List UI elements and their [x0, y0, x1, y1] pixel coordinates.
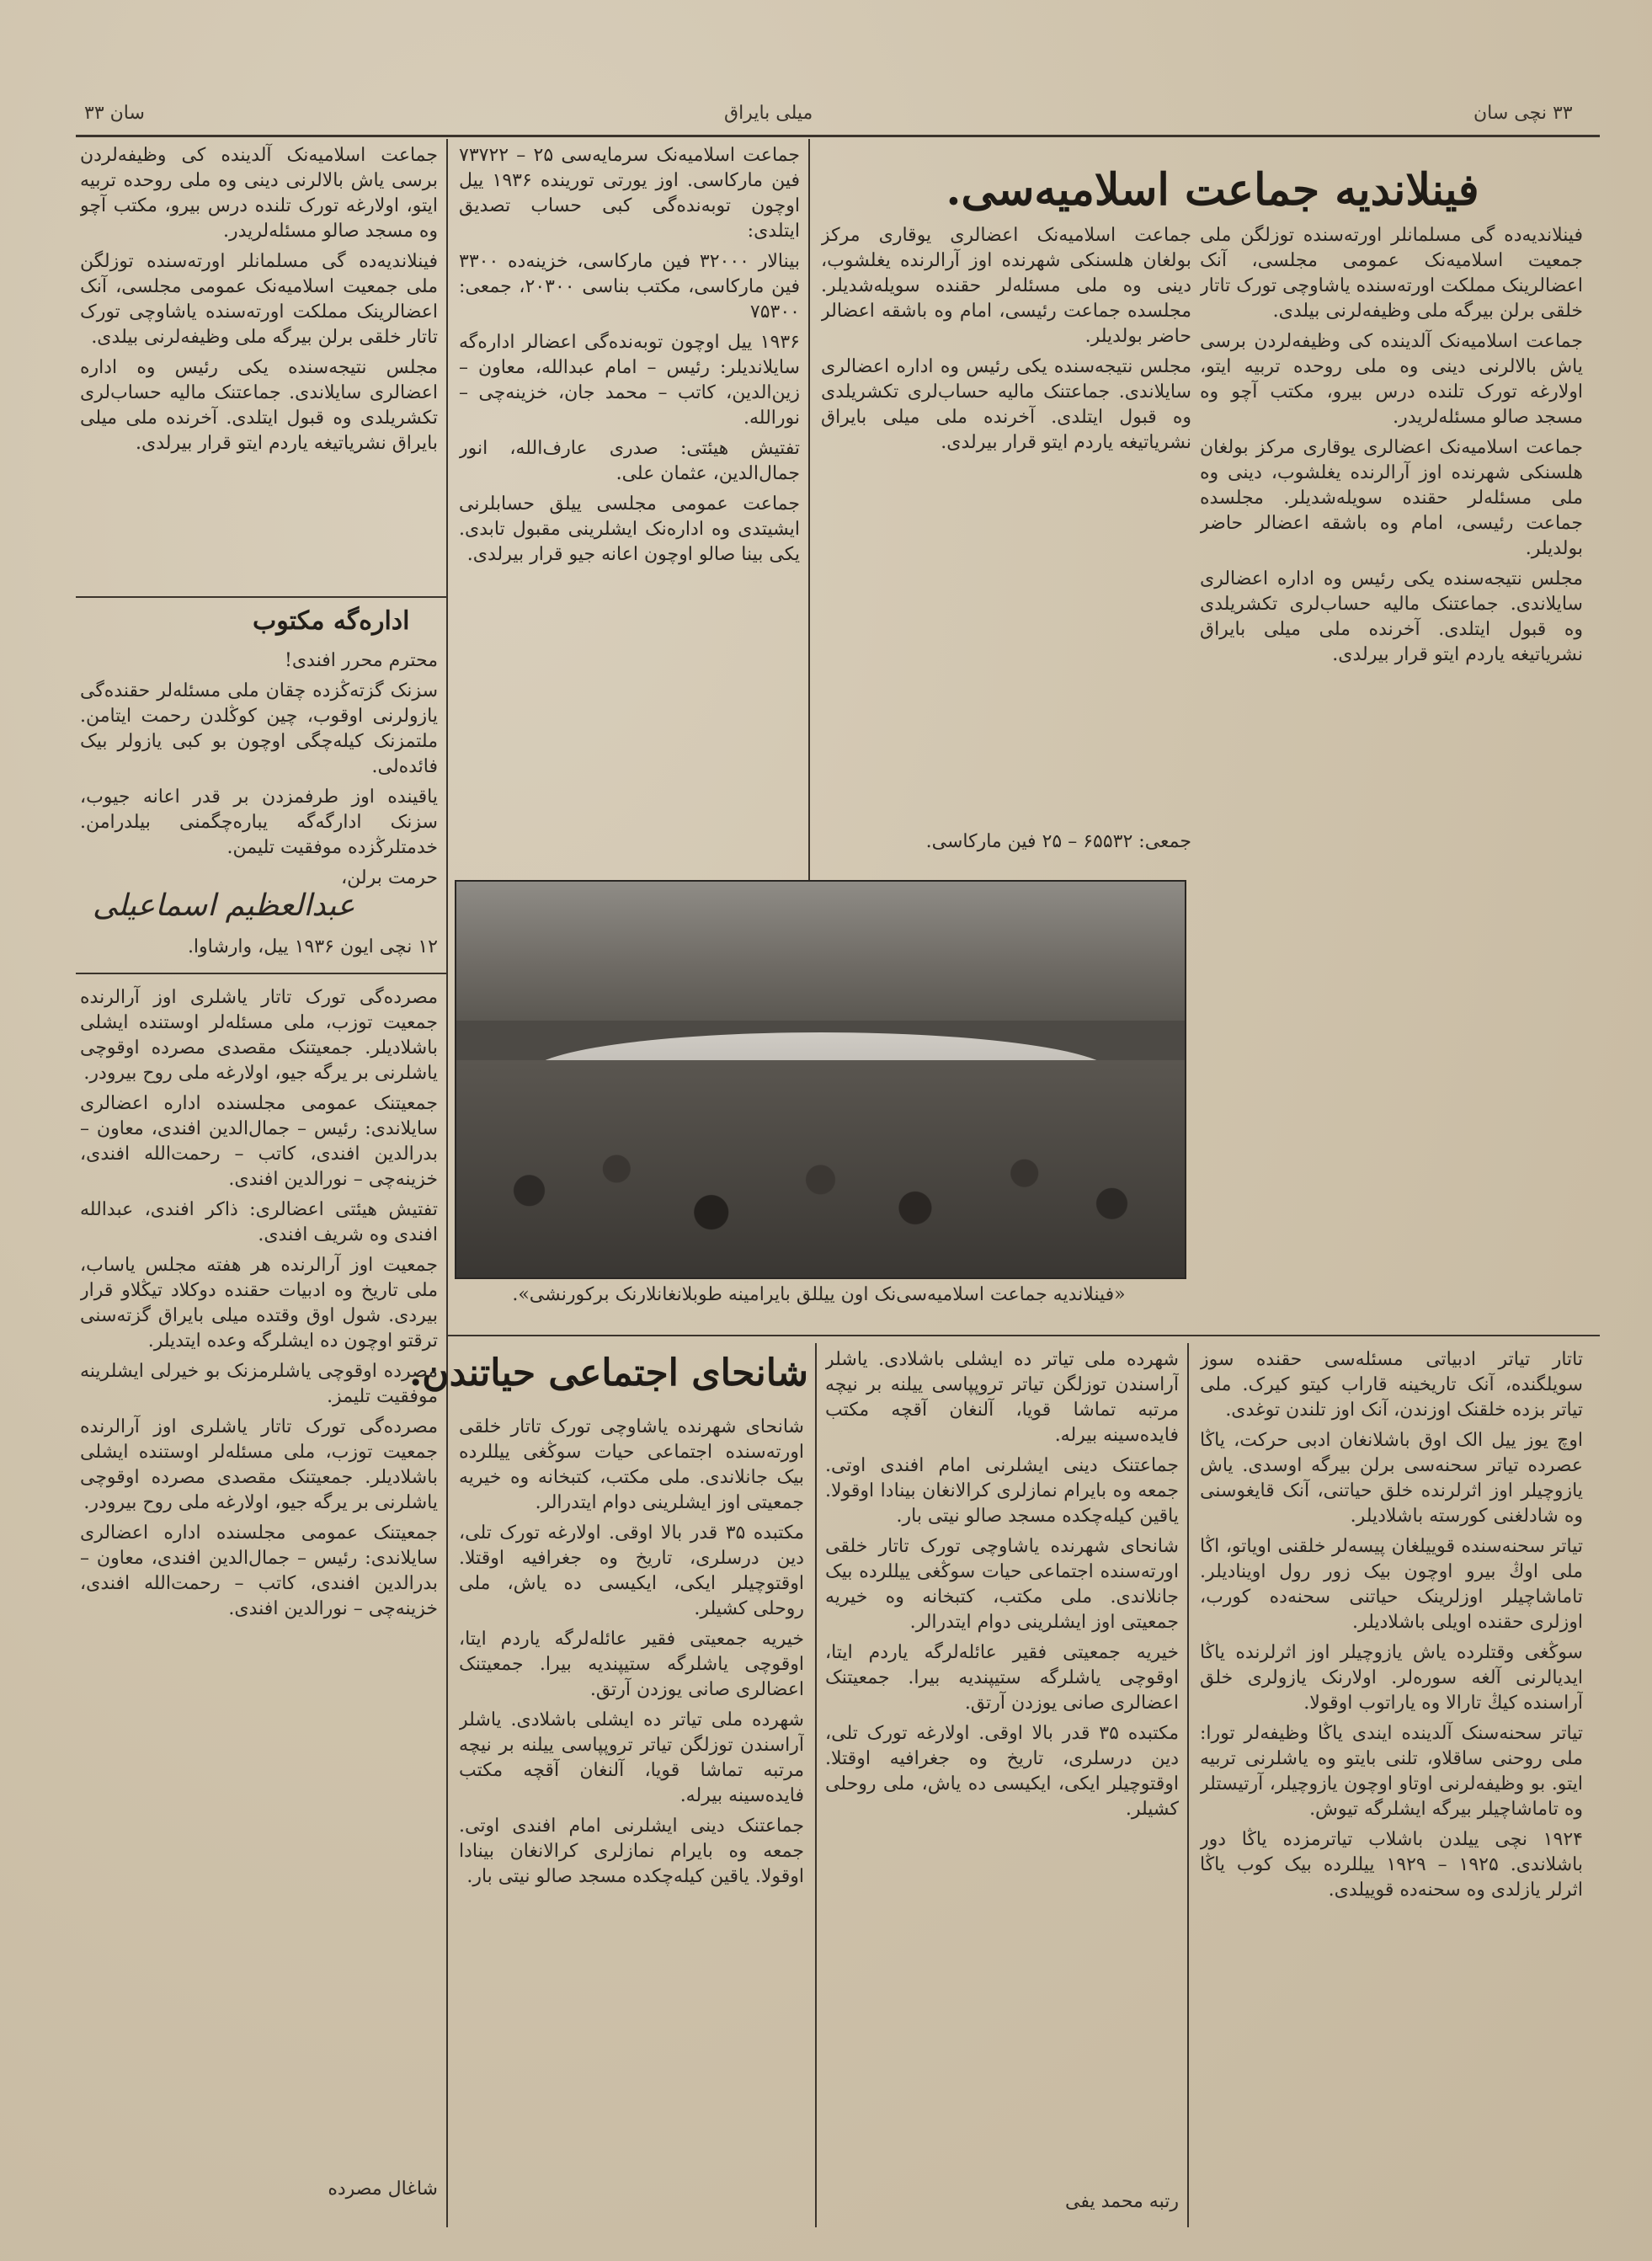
paragraph: اوچ یوز ییل الک اوق باشلانغان ادبی حرکت، یاڭا عصرده تیاتر سحنه‌سی برلن بیرگه اوسدی. یاش یازوچیلر اوز اثرلرنده خلق حیاتنی، آنک قایغوسنی وه شادلغنی کورسته باشلادیلر. — [1200, 1430, 1583, 1527]
paragraph: جماعتنک دینی ایشلرنی امام افندی اوتی. جمعه وه بایرام نمازلری کرالانغان بینادا اوقولا. یاقین کیله‌چکده مسجد صالو نیتی بار. — [825, 1455, 1179, 1527]
social-signature: رتبه محمد یفی — [1064, 2191, 1179, 2212]
paragraph: شانحای شهرنده یاشاوچی تورک تاتار خلقی اورته‌سنده اجتماعی حیات سوڭغی ییللرده بیک جانلاندی. ملی مکتب، کتبخانه وه خیریه جمعیتی اوز ایشلرینی دوام ایتدرالر. — [825, 1536, 1179, 1633]
letter-signature: عبدالعظیم اسماعیلی — [93, 888, 355, 923]
paragraph: تیاتر سحنه‌سنک آلدینده ایندی یاڭا وظیفه‌لر تورا: ملی روحنی ساقلاو، تلنی بایتو وه یاشلرنی تربیه ایتو. بو وظیفه‌لرنی اوتاو اوچون یازوچیلر، آرتیستلر وه تاماشاچیلر بیرگه ایشلرگه تیوش. — [1200, 1723, 1583, 1820]
paragraph: یاقینده اوز طرفمزدن بر قدر اعانه جیوب، سزنک ادارگه‌گه یباره‌چگمنی بیلدرامن. خدمتلرڭزده موفقیت تلیمن. — [80, 787, 438, 858]
section-rule — [76, 596, 446, 598]
header-rule — [76, 135, 1600, 137]
section-rule — [76, 973, 446, 974]
finland-text-col-2 — [1200, 223, 1583, 1326]
letter-title: اداره‌گه مکتوب — [253, 606, 410, 636]
left-top-text — [80, 143, 438, 581]
paragraph: ۱۹۳۶ ییل اوچون توبه‌نده‌گی اعضالر اداره‌گه سایلاندیلر: رئیس – امام عبدالله، معاون – زین‌الدین، کاتب – محمد جان، خزینه‌چی – نورالله. — [459, 332, 800, 429]
header-paper-name: میلی بایراق — [724, 103, 813, 124]
paragraph: تیاتر سحنه‌سنده قوییلغان پیسه‌لر خلقنی اویاتو، اڭا ملی اوڭ بیرو اوچون بیک زور رول اوینادیلر. تاماشاچیلر اوزلرینک حیاتنی سحنه‌ده کورب، اوزلری حقنده اویلی باشلادیلر. — [1200, 1536, 1583, 1633]
social-headline: شانحای اجتماعی حیاتندن. — [408, 1352, 808, 1394]
paragraph: محترم محرر افندی! — [285, 650, 438, 671]
paragraph: فینلاندیه‌ده گی مسلمانلر اورته‌سنده توزلگن ملی جمعیت اسلامیه‌نک عمومی مجلسی، آنک اعضالرینک مملکت اورته‌سنده یاشاوچی تورک تاتار خلقی برلن بیرگه ملی وظیفه‌لرنی بیلدی. — [80, 251, 438, 348]
paragraph: جماعتنک دینی ایشلرنی امام افندی اوتی. جمعه وه بایرام نمازلری کرالانغان بینادا اوقولا. یاقین کیله‌چکده مسجد صالو نیتی بار. — [459, 1816, 804, 1887]
letter-text — [80, 648, 438, 893]
finland-text-col-1 — [821, 223, 1191, 872]
paragraph: سوڭغی وقتلرده یاش یازوچیلر اوز اثرلرنده یاڭا ایدیالرنی آلغه سوره‌لر. اولارنک یازولری خلق آراسنده کیڭ تارالا وه یاراتوب اوقولا. — [1200, 1642, 1583, 1714]
paragraph: جماعت اسلامیه‌نک اعضالری یوقاری مرکز بولغان هلسنکی شهرنده اوز آرالرنده یغلشوب، دینی وه ملی مسئله‌لر حقنده سویله‌شدیلر. مجلسده جماعت رئیسی، امام وه باشقه اعضالر حاضر بولدیلر. — [821, 225, 1191, 347]
paragraph: مصرده اوقوچی یاشلرمزنک بو خیرلی ایشلرینه موفقیت تلیمز. — [80, 1361, 438, 1407]
column-rule — [808, 139, 810, 998]
paragraph: ۱۹۲۴ نچی ییلدن باشلاب تیاترمزده یاڭا دور باشلاندی. ۱۹۲۵ – ۱۹۲۹ ییللرده بیک کوب یاڭا اثرلر یازلدی وه سحنه‌ده قوییلدی. — [1200, 1829, 1583, 1901]
letter-signoff: حرمت برلن، — [341, 867, 438, 888]
paragraph: خیریه جمعیتی فقیر عائله‌لرگه یاردم ایتا، اوقوچی یاشلرگه ستیپندیه بیرا. جمعیتنک اعضالری صانی یوزدن آرتق. — [825, 1642, 1179, 1714]
paragraph: جماعت اسلامیه‌نک اعضالری یوقاری مرکز بولغان هلسنکی شهرنده اوز آرالرنده یغلشوب، دینی وه ملی مسئله‌لر حقنده سویله‌شدیلر. مجلسده جماعت رئیسی، امام وه باشقه اعضالر حاضر بولدیلر. — [1200, 437, 1583, 559]
paragraph: مجلس نتیجه‌سنده یکی رئیس وه اداره اعضالری سایلاندی. جماعتنک مالیه حساب‌لری تکشریلدی وه قبول ایتلدی. آخرنده ملی میلی بایراق نشریاتیغه یاردم ایتو قرار بیرلدی. — [1200, 568, 1583, 665]
paragraph: فینلاندیه‌ده گی مسلمانلر اورته‌سنده توزلگن ملی جمعیت اسلامیه‌نک عمومی مجلسی، آنک اعضالرینک مملکت اورته‌سنده یاشاوچی تورک تاتار خلقی برلن بیرگه ملی وظیفه‌لرنی بیلدی. — [1200, 225, 1583, 322]
column-rule — [446, 139, 448, 2227]
treasury-text — [459, 143, 800, 842]
theatre-text — [1200, 1347, 1583, 2215]
paragraph: مصرده‌گی تورک تاتار یاشلری اوز آرالرنده جمعیت توزب، ملی مسئله‌لر اوستنده ایشلی باشلادیلر. جمعیتنک مقصدی مصرده اوقوچی یاشلرنی بر یرگه جیو، اولارغه ملی روح بیرودر. — [80, 987, 438, 1084]
paragraph: مکتبده ۳۵ قدر بالا اوقی. اولارغه تورک تلی، دین درسلری، تاریخ وه جغرافیه اوقتلا. اوقتوچیلر ایکی، ایکیسی ده یاش، ملی روحلی کشیلر. — [825, 1723, 1179, 1820]
banquet-photo — [455, 880, 1186, 1279]
letter-date: ۱۲ نچی ایون ۱۹۳۶ ییل، وارشاوا. — [187, 936, 438, 957]
social-text-col-1 — [459, 1415, 804, 2206]
header-issue-left: سان ۳۳ — [84, 103, 145, 124]
finland-headline: فینلاندیه جماعت اسلامیه‌سی. — [946, 164, 1479, 216]
section-rule — [446, 1335, 1600, 1336]
paragraph: جمعیت اوز آرالرنده هر هفته مجلس یاساب، ملی تاریخ وه ادبیات حقنده دوکلاد تیڭلاو قرار بیردی. شول اوق وقتده میلی بایراق گزته‌سنی ترقتو اوچون ده ایشلرگه وعده ایتدیلر. — [80, 1255, 438, 1352]
paragraph: مجلس نتیجه‌سنده یکی رئیس وه اداره اعضالری سایلاندی. جماعتنک مالیه حساب‌لری تکشریلدی وه قبول ایتلدی. آخرنده ملی میلی بایراق نشریاتیغه یاردم ایتو قرار بیرلدی. — [80, 357, 438, 454]
paragraph: مکتبده ۳۵ قدر بالا اوقی. اولارغه تورک تلی، دین درسلری، تاریخ وه جغرافیه اوقتلا. اوقتوچیلر ایکی، ایکیسی ده یاش، ملی روحلی کشیلر. — [459, 1522, 804, 1619]
paragraph: تفتیش هیئتی اعضالری: ذاکر افندی، عبدالله افندی وه شریف افندی. — [80, 1199, 438, 1245]
paragraph: تفتیش هیئتی: صدری عارف‌الله، انور جمال‌الدین، عثمان علی. — [459, 438, 800, 484]
paragraph: جماعت اسلامیه‌نک آلدینده کی وظیفه‌لردن برسی یاش بالالرنی دینی وه ملی روحده تربیه ایتو، اولارغه تورک تلنده درس بیرو، مکتب آچو وه مسجد صالو مسئله‌لریدر. — [80, 145, 438, 242]
paragraph: جمعیتنک عمومی مجلسنده اداره اعضالری سایلاندی: رئیس – جمال‌الدین افندی، معاون – بدرالدین افندی، کاتب – رحمت‌الله افندی، خزینه‌چی – نورالدین افندی. — [80, 1522, 438, 1619]
photo-wall — [456, 882, 1185, 1021]
paragraph: شانحای شهرنده یاشاوچی تورک تاتار خلقی اورته‌سنده اجتماعی حیات سوڭغی ییللرده بیک جانلاندی. ملی مکتب، کتبخانه وه خیریه جمعیتی اوز ایشلرینی دوام ایتدرالر. — [459, 1416, 804, 1513]
photo-caption: «فینلاندیه جماعت اسلامیه‌سی‌نک اون ییللق بایرامینه طوبلانغانلارنک برکورنشی». — [512, 1284, 1126, 1305]
paragraph: جماعت اسلامیه‌نک آلدینده کی وظیفه‌لردن برسی یاش بالالرنی دینی وه ملی روحده تربیه ایتو، اولارغه تورک تلنده درس بیرو، مکتب آچو وه مسجد صالو مسئله‌لریدر. — [1200, 331, 1583, 428]
column-rule — [1187, 1343, 1189, 2227]
photo-crowd — [456, 1060, 1185, 1278]
paragraph: جمعیتنک عمومی مجلسنده اداره اعضالری سایلاندی: رئیس – جمال‌الدین افندی، معاون – بدرالدین افندی، کاتب – رحمت‌الله افندی، خزینه‌چی – نورالدین افندی. — [80, 1093, 438, 1190]
paragraph: سزنک گزته‌ڭزده چقان ملی مسئله‌لر حقنده‌گی یازولرنی اوقوب، چین کوڭلدن رحمت ایتامن. ملتمزنک کیله‌چگی اوچون بو کبی یازولر بیک فائده‌لی. — [80, 680, 438, 777]
social-text-col-2 — [825, 1347, 1179, 2185]
column-rule — [815, 1343, 817, 2227]
egypt-text — [80, 985, 438, 2164]
paragraph: خیریه جمعیتی فقیر عائله‌لرگه یاردم ایتا، اوقوچی یاشلرگه ستیپندیه بیرا. جمعیتنک اعضالری صانی یوزدن آرتق. — [459, 1629, 804, 1700]
paragraph: شهرده ملی تیاتر ده ایشلی باشلادی. یاشلر آراسندن توزلگن تیاتر تروپپاسی ییلنه بر نیچه مرتبه تماشا قویا، آلنغان آقچه مکتب فایده‌سینه بیرله. — [459, 1709, 804, 1806]
paragraph: جماعت اسلامیه‌نک سرمایه‌سی ۲۵ – ۷۳۷۲۲ فین مارکاسی. اوز یورتی تورینده ۱۹۳۶ ییل اوچون توبه‌نده‌گی کبی حساب تصدیق ایتلدی: — [459, 145, 800, 242]
treasury-totals: جمعی: ۶۵۵۳۲ – ۲۵ فین مارکاسی. — [925, 831, 1191, 852]
paragraph: مجلس نتیجه‌سنده یکی رئیس وه اداره اعضالری سایلاندی. جماعتنک مالیه حساب‌لری تکشریلدی وه قبول ایتلدی. آخرنده ملی میلی بایراق نشریاتیغه یاردم ایتو قرار بیرلدی. — [821, 356, 1191, 453]
egypt-signature: شاغال مصرده — [328, 2178, 438, 2200]
paragraph: بینالار ۳۲۰۰۰ فین مارکاسی، خزینه‌ده ۳۳۰۰ فین مارکاسی، مکتب بناسی ۲۰۳۰۰، جمعی: ۷۵۳۰۰ — [459, 251, 800, 323]
paragraph: مصرده‌گی تورک تاتار یاشلری اوز آرالرنده جمعیت توزب، ملی مسئله‌لر اوستنده ایشلی باشلادیلر. جمعیتنک مقصدی مصرده اوقوچی یاشلرنی بر یرگه جیو، اولارغه ملی روح بیرودر. — [80, 1416, 438, 1513]
paragraph: شهرده ملی تیاتر ده ایشلی باشلادی. یاشلر آراسندن توزلگن تیاتر تروپپاسی ییلنه بر نیچه مرتبه تماشا قویا، آلنغان آقچه مکتب فایده‌سینه بیرله. — [825, 1349, 1179, 1446]
header-issue-right: ۳۳ نچی سان — [1473, 103, 1573, 124]
paragraph: جماعت عمومی مجلسی ییلق حسابلرنی ایشیتدی وه اداره‌نک ایشلرینی مقبول تابدی. یکی بینا صالو اوچون اعانه جیو قرار بیرلدی. — [459, 493, 800, 565]
paragraph: تاتار تیاتر ادبیاتی مسئله‌سی حقنده سوز سویلگنده، آنک تاریخینه قاراب کیتو کیرک. ملی تیاتر بزده خلقنک اوزندن، آنک اوز تلندن توغدی. — [1200, 1349, 1583, 1421]
